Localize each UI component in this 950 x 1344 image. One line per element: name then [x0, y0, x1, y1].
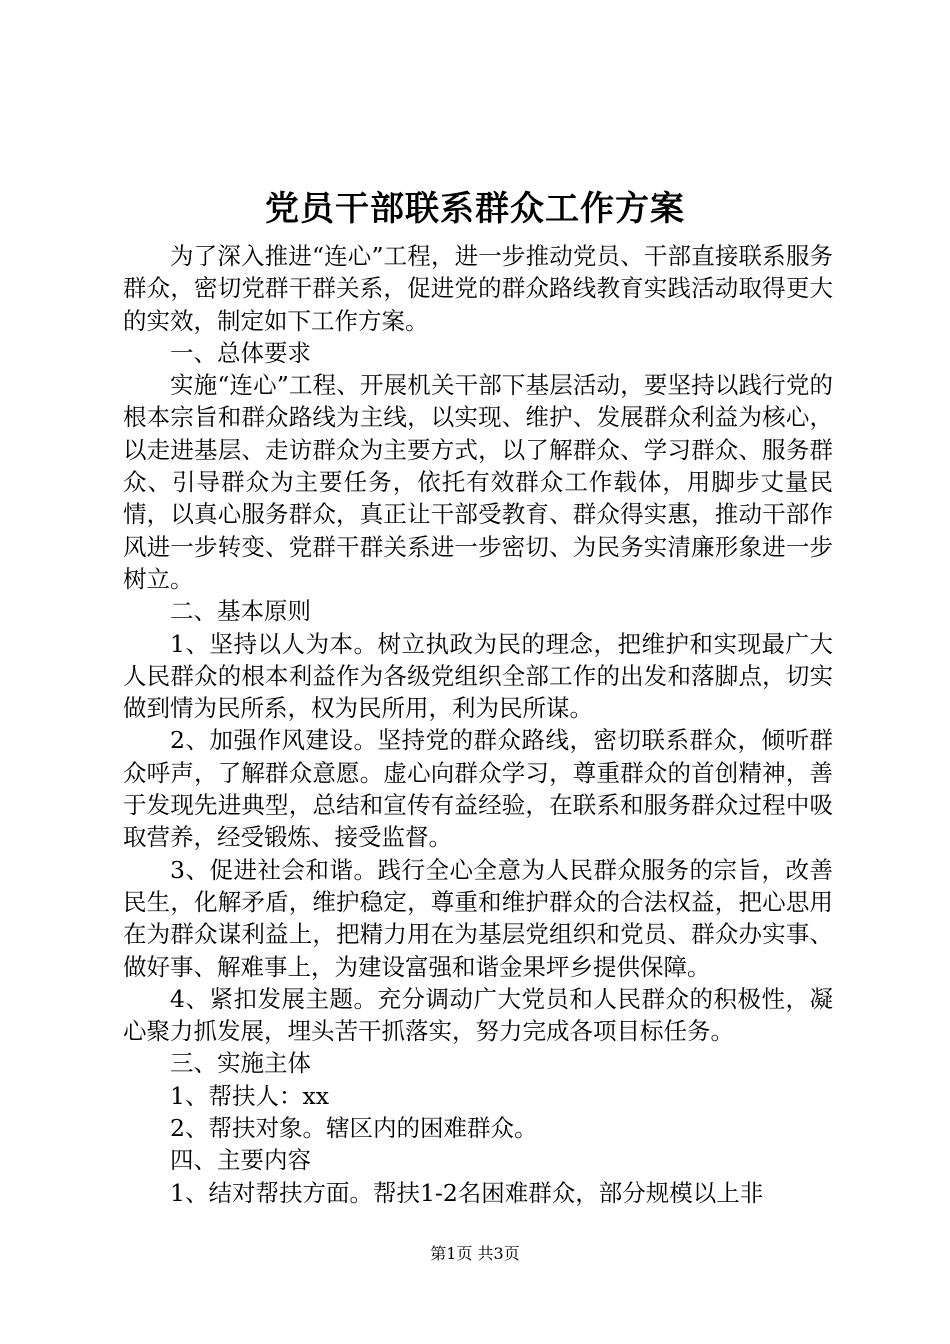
paragraph-intro: 为了深入推进“连心”工程，进一步推动党员、干部直接联系服务群众，密切党群干群关系，促进党的群众路线教育实践活动取得更大的实效，制定如下工作方案。 — [123, 242, 833, 335]
section-heading-3: 三、实施主体 — [170, 1049, 311, 1078]
document-body — [123, 240, 833, 1209]
paragraph-general-requirements: 实施“连心”工程、开展机关干部下基层活动，要坚持以践行党的根本宗旨和群众路线为主线，以实现、维护、发展群众利益为核心，以走进基层、走访群众为主要方式，以了解群众、学习群众、服务群众、引导群众为主要任务，依托有效群众工作载体，用脚步丈量民情，以真心服务群众，真正让干部受教育、群众得实惠，推动干部作风进一步转变、党群干群关系进一步密切、为民务实清廉形象进一步树立。 — [123, 371, 833, 593]
section-heading-1: 一、总体要求 — [170, 338, 311, 367]
section-heading-2: 二、基本原则 — [170, 597, 311, 626]
paragraph-help-target: 2、帮扶对象。辖区内的困难群众。 — [170, 1114, 538, 1143]
section-heading-4: 四、主要内容 — [170, 1146, 311, 1175]
paragraph-principle-3: 3、促进社会和谐。践行全心全意为人民群众服务的宗旨，改善民生，化解矛盾，维护稳定，尊重和维护群众的合法权益，把心思用在为群众谋利益上，把精力用在为基层党组织和党员、群众办实事、做好事、解难事上，为建设富强和谐金果坪乡提供保障。 — [123, 855, 833, 981]
document-title: 党员干部联系群众工作方案 — [265, 189, 685, 229]
paragraph-principle-4: 4、紧扣发展主题。充分调动广大党员和人民群众的积极性，凝心聚力抓发展，埋头苦干抓落实，努力完成各项目标任务。 — [123, 984, 833, 1046]
paragraph-principle-2: 2、加强作风建设。坚持党的群众路线，密切联系群众，倾听群众呼声，了解群众意愿。虚心向群众学习，尊重群众的首创精神，善于发现先进典型，总结和宣传有益经验，在联系和服务群众过程中吸取营养，经受锻炼、接受监督。 — [123, 726, 833, 852]
paragraph-principle-1: 1、坚持以人为本。树立执政为民的理念，把维护和实现最广大人民群众的根本利益作为各级党组织全部工作的出发和落脚点，切实做到情为民所系，权为民所用，利为民所谋。 — [123, 629, 833, 723]
paragraph-content-1: 1、结对帮扶方面。帮扶1-2名困难群众，部分规模以上非 — [170, 1178, 764, 1207]
paragraph-helper: 1、帮扶人：xx — [170, 1081, 329, 1110]
page-footer: 第1页 共3页 — [430, 1244, 520, 1263]
